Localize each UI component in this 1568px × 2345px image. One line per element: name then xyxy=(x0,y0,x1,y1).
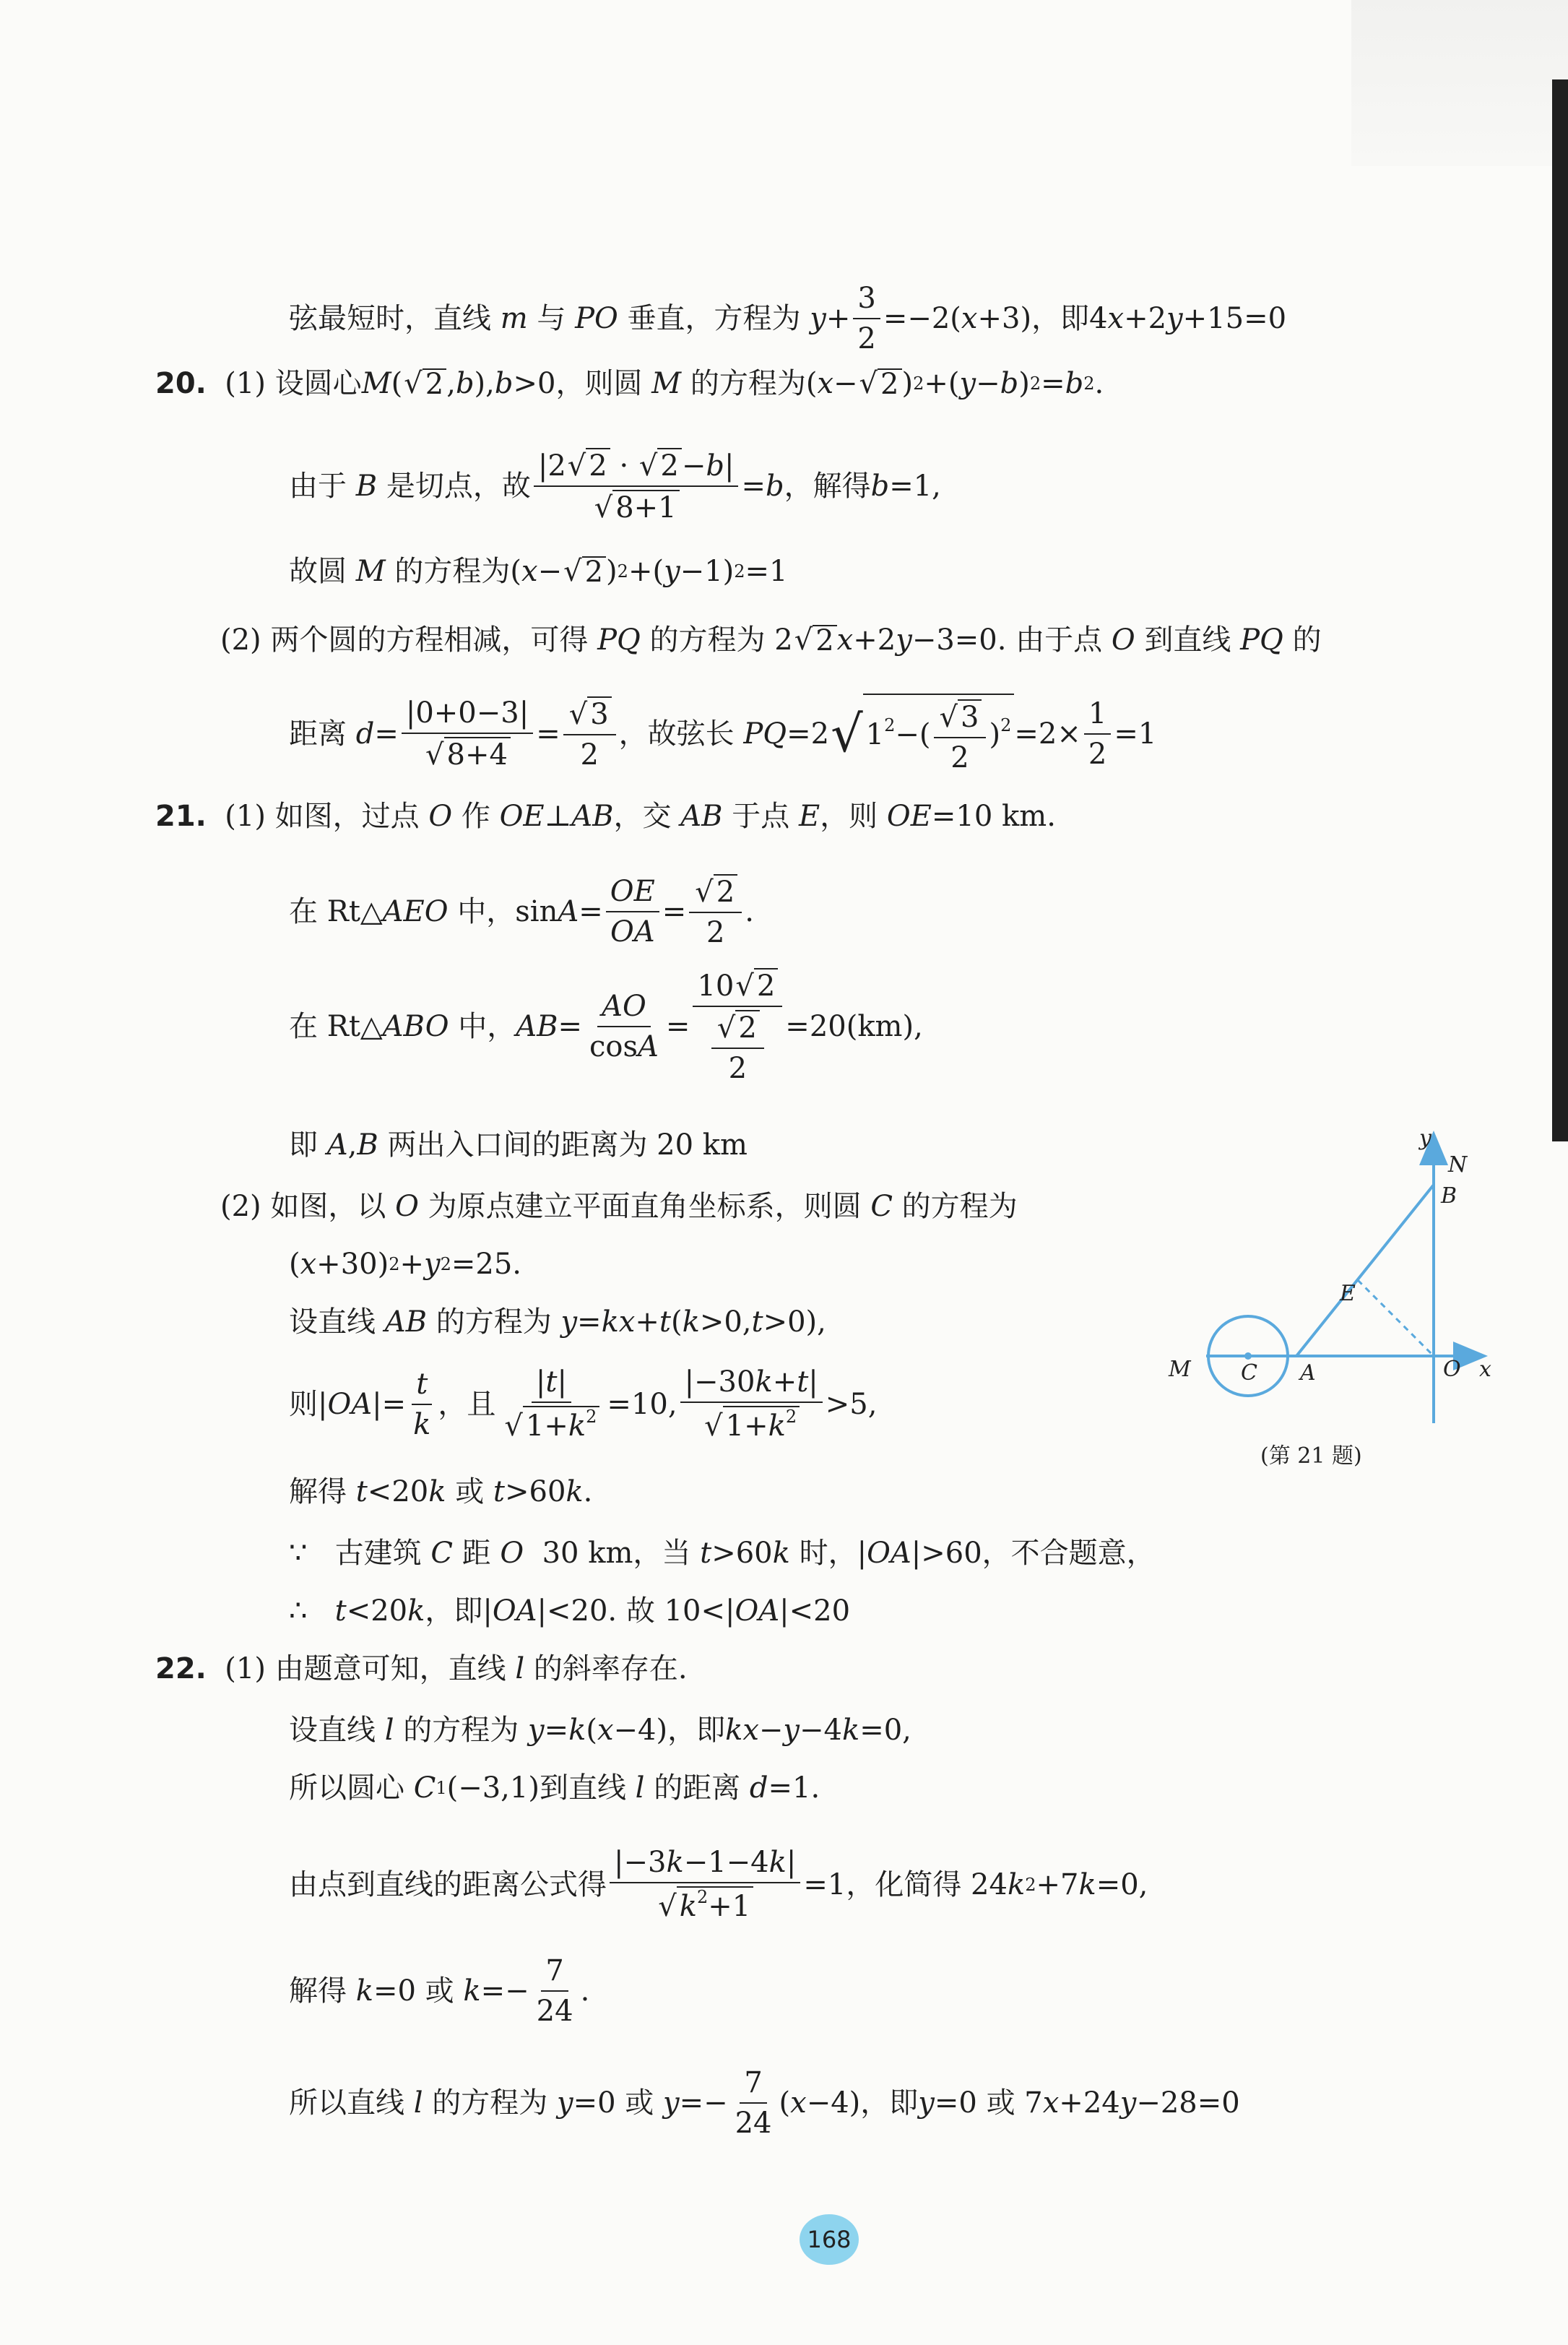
fraction: $\frac{3}{2}$ xyxy=(853,282,880,355)
label-e: E xyxy=(1340,1281,1356,1306)
label-c: C xyxy=(1241,1360,1257,1386)
text: 的斜率存在. xyxy=(533,1652,688,1685)
text: 设直线 xyxy=(289,1305,376,1339)
text: 解得 xyxy=(289,1475,347,1508)
problem-21-line-ab: 设直线 AB 的方程为 y = kx + t ( k >0, t >0), xyxy=(289,1305,826,1339)
text: 为原点建立平面直角坐标系，则圆 xyxy=(428,1190,862,1223)
fraction: $\frac{AO}{\cos A}$ xyxy=(589,990,659,1063)
text: 所以直线 xyxy=(289,2086,404,2120)
text: 或 xyxy=(986,2086,1015,2120)
text: ，交 xyxy=(613,800,672,833)
fraction: $\frac{|2√ 2 \cdot √ 2 -b|}{√ 8+1}$ xyxy=(534,448,739,524)
text: 如图，以 xyxy=(270,1190,386,1223)
problem-21-part-2: (2) 如图，以 O 为原点建立平面直角坐标系，则圆 C 的方程为 xyxy=(220,1190,1018,1223)
text: ，即 xyxy=(667,1714,726,1747)
label-a: A xyxy=(1300,1360,1316,1386)
text: 由题意可知，直线 xyxy=(274,1652,506,1685)
text: 的方程为 xyxy=(649,623,766,657)
text: 设直线 xyxy=(289,1714,376,1747)
text: 所以圆心 xyxy=(289,1771,404,1805)
text: 的距离 xyxy=(654,1771,741,1805)
part-label: (2) xyxy=(220,623,261,657)
text: 或 xyxy=(425,1974,454,2008)
problem-21-because: ∵ 古建筑 C 距 O 30 km，当 t >60 k 时， | OA |>60 ，不合题意， xyxy=(289,1537,1156,1570)
problem-20-distance: 距离 d = $\frac{|0+0-3|}{√ 8+4}$ = $\frac{√ 3}{2}$ ，故弦长 PQ =2 √ $1^2-$( $\frac{√ 3}{2}$ )$^2$ =2× $\frac{1}{2}$ =1 xyxy=(289,694,1156,774)
text: 在 Rt△ xyxy=(289,1010,383,1043)
problem-22-part-1: 22. (1) 由题意可知，直线 l 的斜率存在. xyxy=(155,1652,688,1685)
text: 于点 xyxy=(732,800,790,833)
text: 即 xyxy=(289,1128,318,1162)
text: 设圆心 xyxy=(274,367,362,400)
problem-22-center: 所以圆心 C 1 (−3,1) 到直线 l 的距离 d =1. xyxy=(289,1771,820,1805)
fraction: $\frac{√ 3}{2}$ xyxy=(563,696,616,772)
fraction: $\frac{√ 2}{2}$ xyxy=(689,874,742,949)
fraction: $\frac{√ 3}{2}$ xyxy=(934,699,987,774)
label-b: B xyxy=(1441,1183,1457,1209)
text: 或 xyxy=(455,1475,485,1508)
problem-21-distance: 即 A , B 两出入口间的距离为 20 km xyxy=(289,1128,748,1162)
text: 解得 xyxy=(289,1974,347,2008)
text: 两出入口间的距离为 20 km xyxy=(387,1128,748,1162)
text: ，故弦长 xyxy=(618,717,735,751)
text: 距离 xyxy=(289,717,347,751)
text: 由于 xyxy=(289,470,347,503)
text: 两个圆的方程相减，可得 xyxy=(270,623,589,657)
text: 的方程为 xyxy=(901,1190,1018,1223)
text: ，即 xyxy=(1031,302,1090,335)
text: 的方程为 xyxy=(403,1714,519,1747)
line-oe xyxy=(1358,1280,1434,1356)
text: ，即 xyxy=(860,2086,919,2120)
text: 的方程为 xyxy=(394,555,511,588)
problem-21-therefore: ∴ t <20 k ，即 | OA |<20. 故 10<| OA |<20 xyxy=(289,1594,851,1628)
text: 的方程为 xyxy=(436,1305,552,1339)
therefore-symbol: ∴ xyxy=(289,1594,308,1628)
problem-21-sin: 在 Rt△ AEO 中， sin A = $\frac{OE}{OA}$ = $\frac{√ 2}{2}$ . xyxy=(289,875,754,949)
problem-21-oa: 则 | OA |= $\frac{t}{k}$ ，且 $\frac{|t|}{√ 1+k^2}$ =10, $\frac{|-30k+t|}{√ 1+k^2}$ >5, xyxy=(289,1365,878,1443)
fraction: $\frac{7}{24}$ xyxy=(536,1954,573,2028)
label-o: O xyxy=(1443,1357,1461,1382)
text: ，则圆 xyxy=(555,367,643,400)
fraction: $\frac{OE}{OA}$ xyxy=(606,875,659,949)
book-spine-edge xyxy=(1552,79,1568,1141)
center-c xyxy=(1244,1352,1252,1360)
problem-21-part-1: 21. (1) 如图，过点 O 作 OE ⊥ AB ，交 AB 于点 E ，则 OE =10 km. xyxy=(155,800,1056,833)
problem-22-distance-formula: 由点到直线的距离公式得 $\frac{|-3k-1-4k|}{√ k^2+1}$ =1 ，化简得 24 k 2 +7 k =0, xyxy=(289,1846,1148,1923)
part-label: (2) xyxy=(220,1190,261,1223)
text: ，且 xyxy=(438,1387,496,1421)
text: 故 xyxy=(625,1594,655,1628)
line-ab xyxy=(1296,1185,1434,1356)
fraction: $\frac{|0+0-3|}{√ 8+4}$ xyxy=(402,696,533,772)
label-x: x xyxy=(1479,1357,1491,1382)
line-chord-shortest: 弦最短时，直线 m 与 PO 垂直，方程为 y + $\frac{3}{2}$ =−2( x +3) ，即 4 x +2 y +15=0 xyxy=(289,282,1287,355)
fraction: $\frac{|t|}{√ 1+k^2}$ xyxy=(498,1365,604,1443)
fraction: $\frac{10√ 2}{\frac{√ 2}{2}}$ xyxy=(693,968,782,1085)
text: 中， xyxy=(458,1010,516,1043)
text: 故圆 xyxy=(289,555,347,588)
problem-number: 21. xyxy=(155,800,207,833)
text: 中， xyxy=(457,895,516,928)
problem-20-part-2: (2) 两个圆的方程相减，可得 PQ 的方程为 2 √ 2 x +2 y −3=0. 由于点 O 到直线 PQ 的 xyxy=(220,623,1322,657)
page-number-badge: 168 xyxy=(800,2214,859,2265)
problem-20-part-1: 20. (1) 设圆心 M ( √ 2 , b ), b >0 ，则圆 M 的方程为 ( x − √ 2 ) 2 +( y − b ) 2 = b 2 . xyxy=(155,367,1104,401)
text: 古建筑 xyxy=(334,1537,422,1570)
text: 时， xyxy=(799,1537,857,1570)
problem-22-line-eq: 设直线 l 的方程为 y = k ( x −4) ，即 kx − y −4 k =0, xyxy=(289,1714,911,1747)
fraction: $\frac{|-30k+t|}{√ 1+k^2}$ xyxy=(680,1365,823,1443)
problem-22-result: 所以直线 l 的方程为 y =0 或 y =− $\frac{7}{24}$ ( x −4) ，即 y =0 或 7 x +24 y −28=0 xyxy=(289,2066,1240,2140)
fraction: $\frac{t}{k}$ xyxy=(413,1367,431,1441)
text: 到直线 xyxy=(539,1771,626,1805)
text: ，解得 xyxy=(784,470,871,503)
text: 在 Rt△ xyxy=(289,895,383,928)
page-shadow xyxy=(1351,0,1568,166)
text: ，不合题意， xyxy=(982,1537,1156,1570)
part-label: (1) xyxy=(225,1652,266,1685)
text: 到直线 xyxy=(1144,623,1231,657)
text: 如图，过点 xyxy=(274,800,420,833)
fraction: $\frac{7}{24}$ xyxy=(735,2066,772,2140)
problem-21-ab: 在 Rt△ ABO 中， AB = $\frac{AO}{\cos A}$ = $\frac{10√ 2}{\frac{√ 2}{2}}$ =20(km), xyxy=(289,969,923,1085)
part-label: (1) xyxy=(225,367,266,400)
label-y: y xyxy=(1419,1126,1431,1151)
text: ，化简得 xyxy=(846,1867,962,1901)
text: 的方程为 xyxy=(690,367,806,400)
problem-20-tangent: 由于 B 是切点，故 $\frac{|2√ 2 \cdot √ 2 -b|}{√ 8+1}$ = b ，解得 b =1, xyxy=(289,449,941,524)
text: 弦最短时，直线 xyxy=(289,302,491,335)
text: 由于点 xyxy=(1015,623,1103,657)
text: ，则 xyxy=(820,800,878,833)
text: 则 xyxy=(289,1387,318,1421)
text: 的 xyxy=(1292,623,1322,657)
text: 作 xyxy=(461,800,490,833)
label-m: M xyxy=(1169,1357,1191,1382)
text: 或 xyxy=(625,2086,654,2120)
text: 的方程为 xyxy=(432,2086,548,2120)
because-symbol: ∵ xyxy=(289,1537,308,1570)
text: 由点到直线的距离公式得 xyxy=(289,1867,607,1901)
text: 30 km，当 xyxy=(542,1537,691,1570)
figure-21 xyxy=(1156,1120,1517,1445)
problem-21-circle-eq: ( x +30) 2 + y 2 =25. xyxy=(289,1248,522,1281)
problem-20-circle: 故圆 M 的方程为 ( x − √ 2 ) 2 +( y −1) 2 =1 xyxy=(289,555,788,589)
problem-21-solve: 解得 t <20 k 或 t >60 k . xyxy=(289,1475,593,1508)
text: 垂直，方程为 xyxy=(627,302,801,335)
figure-caption: (第 21 题) xyxy=(1260,1443,1362,1469)
problem-22-solve: 解得 k =0 或 k =− $\frac{7}{24}$ . xyxy=(289,1954,590,2028)
label-n: N xyxy=(1448,1152,1468,1178)
text: 与 xyxy=(537,302,566,335)
text: 是切点，故 xyxy=(386,470,531,503)
part-label: (1) xyxy=(225,800,266,833)
fraction: $\frac{1}{2}$ xyxy=(1084,697,1111,771)
text: 距 xyxy=(462,1537,491,1570)
problem-number: 20. xyxy=(155,367,207,400)
fraction: $\frac{|-3k-1-4k|}{√ k^2+1}$ xyxy=(610,1846,800,1923)
problem-number: 22. xyxy=(155,1652,207,1685)
text: ，即 xyxy=(425,1594,483,1628)
